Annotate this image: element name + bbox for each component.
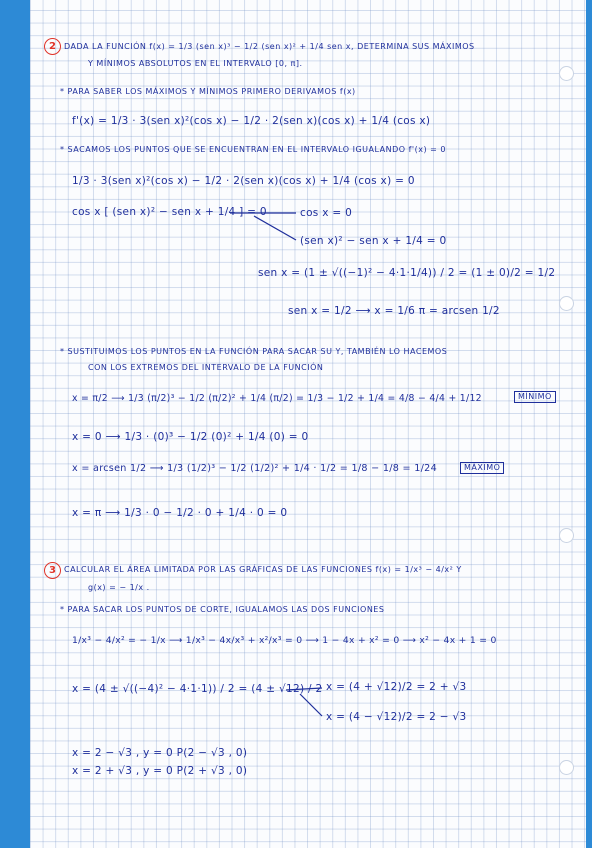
evaluation-pi: x = π ⟶ 1/3 · 0 − 1/2 · 0 + 1/4 · 0 = 0 — [72, 507, 288, 519]
problem-2-step1: * PARA SABER LOS MÁXIMOS Y MÍNIMOS PRIMERO DERIVAMOS f(x) — [60, 87, 356, 96]
problem-2-statement-line2: Y MÍNIMOS ABSOLUTOS EN EL INTERVALO [0, π]. — [88, 59, 303, 68]
root-minus: x = (4 − √12)/2 = 2 − √3 — [326, 711, 467, 723]
problem-2-number: 2 — [44, 38, 61, 55]
derivative-zero-equation: 1/3 · 3(sen x)²(cos x) − 1/2 · 2(sen x)(cos x) + 1/4 (cos x) = 0 — [72, 175, 415, 187]
maximum-label: MÁXIMO — [460, 462, 504, 474]
problem-2-step2: * SACAMOS LOS PUNTOS QUE SE ENCUENTRAN EN EL INTERVALO IGUALANDO f'(x) = 0 — [60, 145, 446, 154]
root-plus: x = (4 + √12)/2 = 2 + √3 — [326, 681, 467, 693]
evaluation-zero: x = 0 ⟶ 1/3 · (0)³ − 1/2 (0)² + 1/4 (0) = 0 — [72, 431, 309, 443]
problem-2-statement-line1: DADA LA FUNCIÓN f(x) = 1/3 (sen x)³ − 1/2 (sen x)² + 1/4 sen x, DETERMINA SUS MÁXIMOS — [64, 42, 475, 51]
arrow-to-quadratic — [254, 216, 296, 240]
problem-3-statement-line2: g(x) = − 1/x . — [88, 583, 150, 592]
evaluation-arcsen: x = arcsen 1/2 ⟶ 1/3 (1/2)³ − 1/2 (1/2)² + 1/4 · 1/2 = 1/8 − 1/8 = 1/24 — [72, 463, 437, 474]
intersection-point-2: x = 2 + √3 , y = 0 P(2 + √3 , 0) — [72, 765, 248, 777]
problem-2-step3-line2: CON LOS EXTREMOS DEL INTERVALO DE LA FUNCIÓN — [88, 363, 324, 372]
problem-3-number: 3 — [44, 562, 61, 579]
derivative-equation: f'(x) = 1/3 · 3(sen x)²(cos x) − 1/2 · 2(sen x)(cos x) + 1/4 (cos x) — [72, 115, 431, 127]
problem-2-step3-line1: * SUSTITUIMOS LOS PUNTOS EN LA FUNCIÓN PARA SACAR SU Y, TAMBIÉN LO HACEMOS — [60, 347, 448, 356]
senx-quadratic-formula: sen x = (1 ± √((−1)² − 4·1·1/4)) / 2 = (1 ± 0)/2 = 1/2 — [258, 267, 556, 279]
problem-3-step1: * PARA SACAR LOS PUNTOS DE CORTE, IGUALAMOS LAS DOS FUNCIONES — [60, 605, 385, 614]
factored-equation: cos x [ (sen x)² − sen x + 1/4 ] = 0 — [72, 206, 267, 218]
evaluation-pi-half: x = π/2 ⟶ 1/3 (π/2)³ − 1/2 (π/2)² + 1/4 (π/2) = 1/3 − 1/2 + 1/4 = 4/8 − 4/4 + 1/12 — [72, 393, 482, 404]
problem-3-statement-line1: CALCULAR EL ÁREA LIMITADA POR LAS GRÁFICAS DE LAS FUNCIONES f(x) = 1/x³ − 4/x² Y — [64, 565, 462, 574]
minimum-label: MÍNIMO — [514, 391, 556, 403]
branch-cos-zero: cos x = 0 — [300, 207, 353, 219]
senx-result: sen x = 1/2 ⟶ x = 1/6 π = arcsen 1/2 — [288, 305, 500, 317]
intersection-point-1: x = 2 − √3 , y = 0 P(2 − √3 , 0) — [72, 747, 248, 759]
equate-functions: 1/x³ − 4/x² = − 1/x ⟶ 1/x³ − 4x/x³ + x²/x³ = 0 ⟶ 1 − 4x + x² = 0 ⟶ x² − 4x + 1 = 0 — [72, 635, 497, 646]
branch-quadratic: (sen x)² − sen x + 1/4 = 0 — [300, 235, 447, 247]
arrow-to-root2 — [300, 694, 322, 716]
arrow-to-root1 — [286, 688, 322, 690]
quadratic-formula: x = (4 ± √((−4)² − 4·1·1)) / 2 = (4 ± √12) / 2 — [72, 683, 323, 695]
